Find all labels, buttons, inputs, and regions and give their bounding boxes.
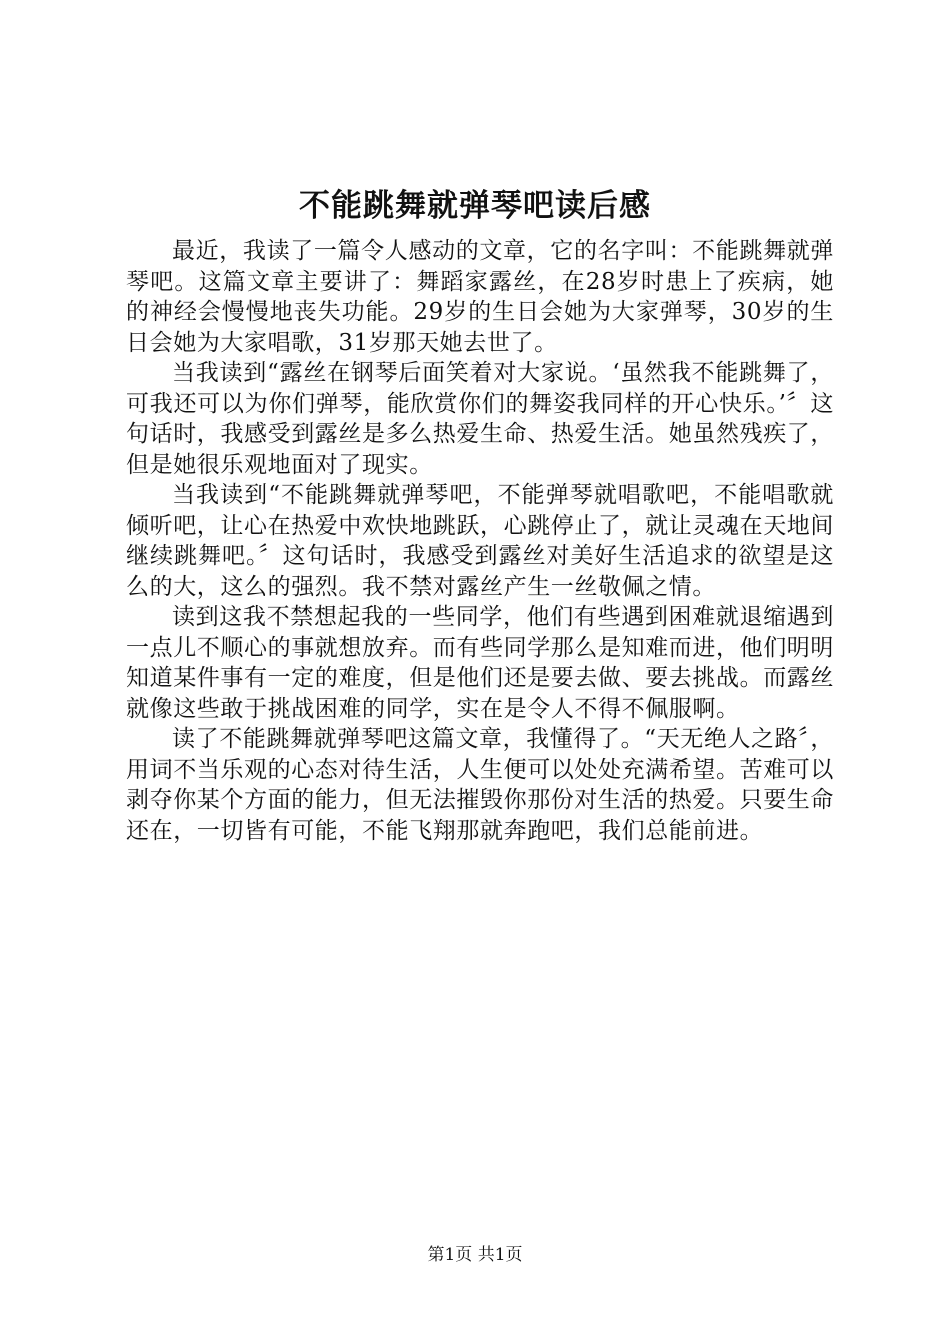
paragraph-4: 读到这我不禁想起我的一些同学，他们有些遇到困难就退缩遇到一点儿不顺心的事就想放弃。而有些同学那么是知难而进，他们明明知道某件事有一定的难度，但是他们还是要去做、要去挑战。而露丝就像这些敢于挑战困难的同学，实在是令人不得不佩服啊。 [126, 604, 834, 722]
paragraph-5: 读了不能跳舞就弹琴吧这篇文章，我懂得了。“天无绝人之路〞，用词不当乐观的心态对待生活，人生便可以处处充满希望。苦难可以剥夺你某个方面的能力，但无法摧毁你那份对生活的热爱。只要生命还在，一切皆有可能，不能飞翔那就奔跑吧，我们总能前进。 [126, 726, 834, 844]
document-title: 不能跳舞就弹琴吧读后感 [299, 188, 651, 224]
page-footer: 第1页 共1页 [427, 1245, 523, 1265]
document-body [126, 236, 834, 846]
paragraph-1: 最近，我读了一篇令人感动的文章，它的名字叫：不能跳舞就弹琴吧。这篇文章主要讲了：舞蹈家露丝，在28岁时患上了疾病，她的神经会慢慢地丧失功能。29岁的生日会她为大家弹琴，30岁的生日会她为大家唱歌，31岁那天她去世了。 [126, 238, 834, 356]
paragraph-2: 当我读到“露丝在钢琴后面笑着对大家说。‘虽然我不能跳舞了，可我还可以为你们弹琴，能欣赏你们的舞姿我同样的开心快乐。’〞这句话时，我感受到露丝是多么热爱生命、热爱生活。她虽然残疾了，但是她很乐观地面对了现实。 [126, 360, 834, 478]
paragraph-3: 当我读到“不能跳舞就弹琴吧，不能弹琴就唱歌吧，不能唱歌就倾听吧，让心在热爱中欢快地跳跃，心跳停止了，就让灵魂在天地间继续跳舞吧。〞这句话时，我感受到露丝对美好生活追求的欲望是这么的大，这么的强烈。我不禁对露丝产生一丝敬佩之情。 [126, 482, 834, 600]
